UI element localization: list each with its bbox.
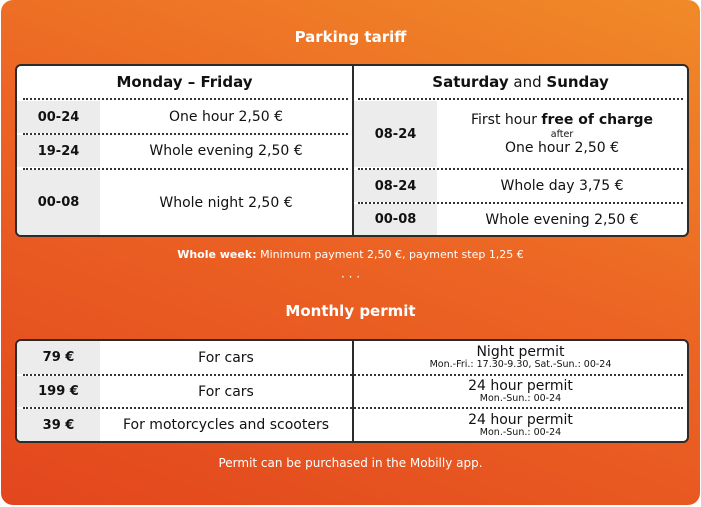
weekday-time-3: 00-08 [17,170,100,235]
permit-detail-3: Mon.-Sun.: 00-24 [479,426,562,438]
divider [358,98,683,100]
weekend-time-2: 08-24 [354,170,437,202]
permit-price-3: 39 € [17,409,100,441]
whole-week-text: Minimum payment 2,50 €, payment step 1,25 € [256,248,524,261]
monthly-permit-title: Monthly permit [285,302,416,320]
permit-table [15,339,689,443]
permit-vehicle-2: For cars [198,383,254,400]
permit-price-1: 79 € [17,341,100,374]
whole-week-note [1,248,700,261]
weekend-header-saturday: Saturday [432,73,509,91]
permit-detail-2: Mon.-Sun.: 00-24 [479,393,562,404]
permit-type-3 [354,409,687,441]
weekday-time-2: 19-24 [17,135,100,167]
weekend-rate-2: Whole day 3,75 € [500,178,624,194]
parking-tariff-title: Parking tariff [294,28,407,46]
permit-name-3: 24 hour permit [468,411,573,428]
weekend-header-sunday: Sunday [546,73,609,91]
weekend-time-3: 00-08 [354,204,437,235]
divider [23,98,348,100]
permit-name-1: Night permit [476,344,565,360]
whole-week-label: Whole week: [177,248,257,261]
weekend-rate-3: Whole evening 2,50 € [485,211,639,228]
weekend-rate-1 [437,101,687,167]
weekday-header: Monday – Friday [116,73,253,91]
weekend-rate-1-line1 [471,112,653,129]
permit-name-2: 24 hour permit [468,378,573,394]
weekday-time-1: 00-24 [17,101,100,133]
free-of-charge-text: free of charge [541,111,653,128]
weekday-rate-1: One hour 2,50 € [168,109,283,125]
tariff-table [15,64,689,237]
permit-vehicle-3: For motorcycles and scooters [122,417,330,433]
permit-detail-1: Mon.-Fri.: 17.30-9.30, Sat.-Sun.: 00-24 [429,359,612,370]
weekday-rate-3: Whole night 2,50 € [159,194,293,211]
weekend-rate-1-after: after [550,128,574,140]
weekend-rate-1-first-hour: First hour [470,111,542,128]
section-separator: · · · [340,270,361,284]
permit-type-1 [354,341,687,374]
parking-info-card [1,0,700,505]
permit-vehicle-1: For cars [198,349,254,366]
weekend-time-1: 08-24 [354,101,437,167]
permit-price-2: 199 € [17,376,100,407]
weekday-rate-2: Whole evening 2,50 € [149,143,303,159]
weekend-header-and: and [508,73,547,91]
weekend-header [354,66,687,98]
permit-type-2 [354,376,687,407]
weekend-rate-1-line3: One hour 2,50 € [504,139,619,156]
mobilly-app-note: Permit can be purchased in the Mobilly app. [218,456,483,470]
